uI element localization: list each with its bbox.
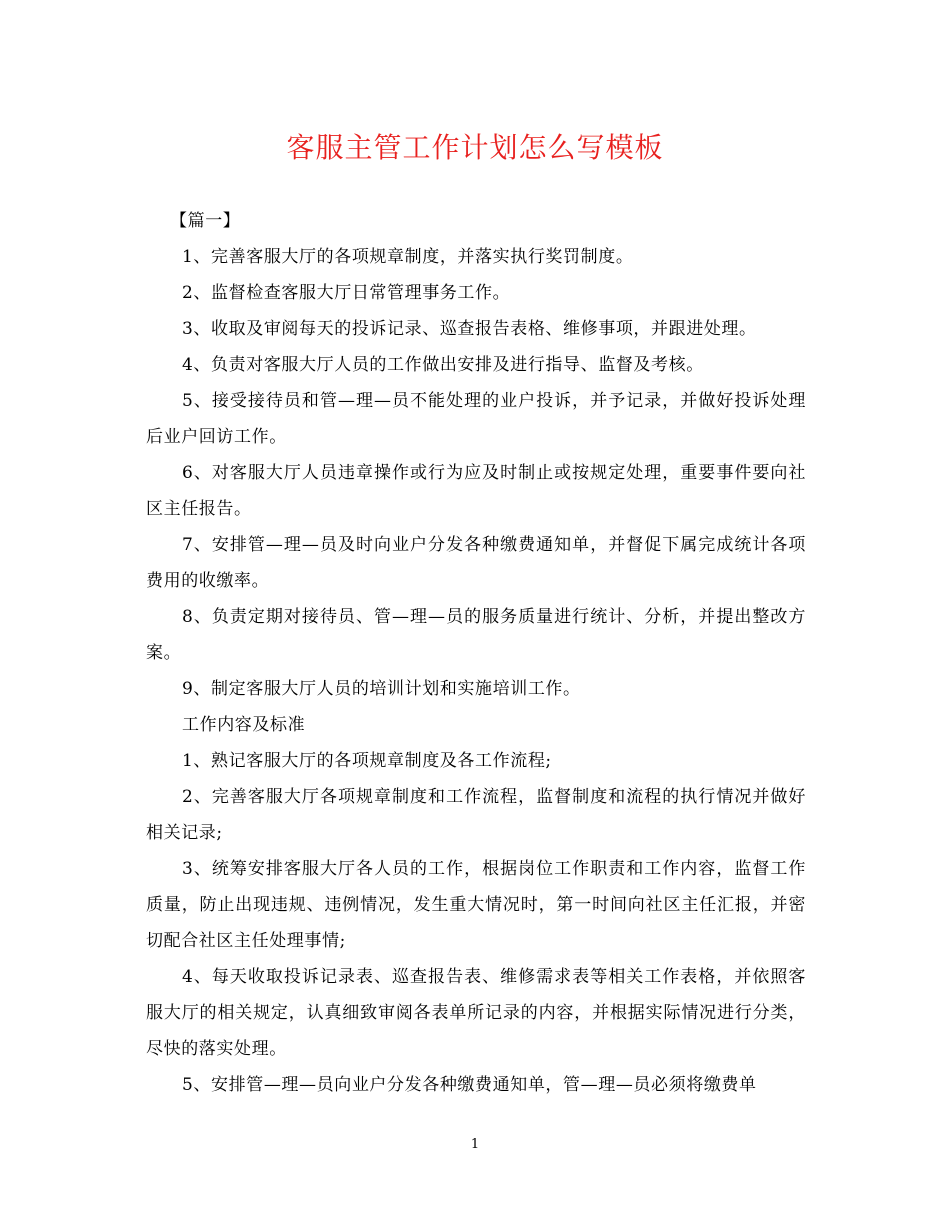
section-heading: 【篇一】 <box>170 211 241 231</box>
paragraph: 8、负责定期对接待员、管—理—员的服务质量进行统计、分析，并提出整改方案。 <box>146 607 806 663</box>
paragraph: 1、熟记客服大厅的各项规章制度及各工作流程; <box>182 751 552 771</box>
paragraph: 3、收取及审阅每天的投诉记录、巡查报告表格、维修事项，并跟进处理。 <box>182 319 757 339</box>
document-body <box>146 203 806 1103</box>
paragraph: 1、完善客服大厅的各项规章制度，并落实执行奖罚制度。 <box>182 247 634 267</box>
paragraph: 5、接受接待员和管—理—员不能处理的业户投诉，并予记录，并做好投诉处理后业户回访工作。 <box>146 391 806 447</box>
paragraph: 9、制定客服大厅人员的培训计划和实施培训工作。 <box>182 679 581 699</box>
paragraph: 2、监督检查客服大厅日常管理事务工作。 <box>182 283 511 303</box>
paragraph: 5、安排管—理—员向业户分发各种缴费通知单，管—理—员必须将缴费单 <box>182 1075 757 1095</box>
paragraph: 3、统筹安排客服大厅各人员的工作，根据岗位工作职责和工作内容，监督工作质量，防止出现违规、违例情况，发生重大情况时，第一时间向社区主任汇报，并密切配合社区主任处理事情; <box>146 859 806 951</box>
document-title: 客服主管工作计划怎么写模板 <box>286 131 664 164</box>
paragraph: 2、完善客服大厅各项规章制度和工作流程，监督制度和流程的执行情况并做好相关记录; <box>146 787 806 843</box>
page-number: 1 <box>470 1137 480 1152</box>
paragraph: 4、负责对客服大厅人员的工作做出安排及进行指导、监督及考核。 <box>182 355 704 375</box>
paragraph: 7、安排管—理—员及时向业户分发各种缴费通知单，并督促下属完成统计各项费用的收缴率。 <box>146 535 806 591</box>
paragraph: 4、每天收取投诉记录表、巡查报告表、维修需求表等相关工作表格，并依照客服大厅的相关规定，认真细致审阅各表单所记录的内容，并根据实际情况进行分类，尽快的落实处理。 <box>146 967 806 1059</box>
paragraph: 6、对客服大厅人员违章操作或行为应及时制止或按规定处理，重要事件要向社区主任报告。 <box>146 463 806 519</box>
subsection-heading: 工作内容及标准 <box>182 715 306 735</box>
